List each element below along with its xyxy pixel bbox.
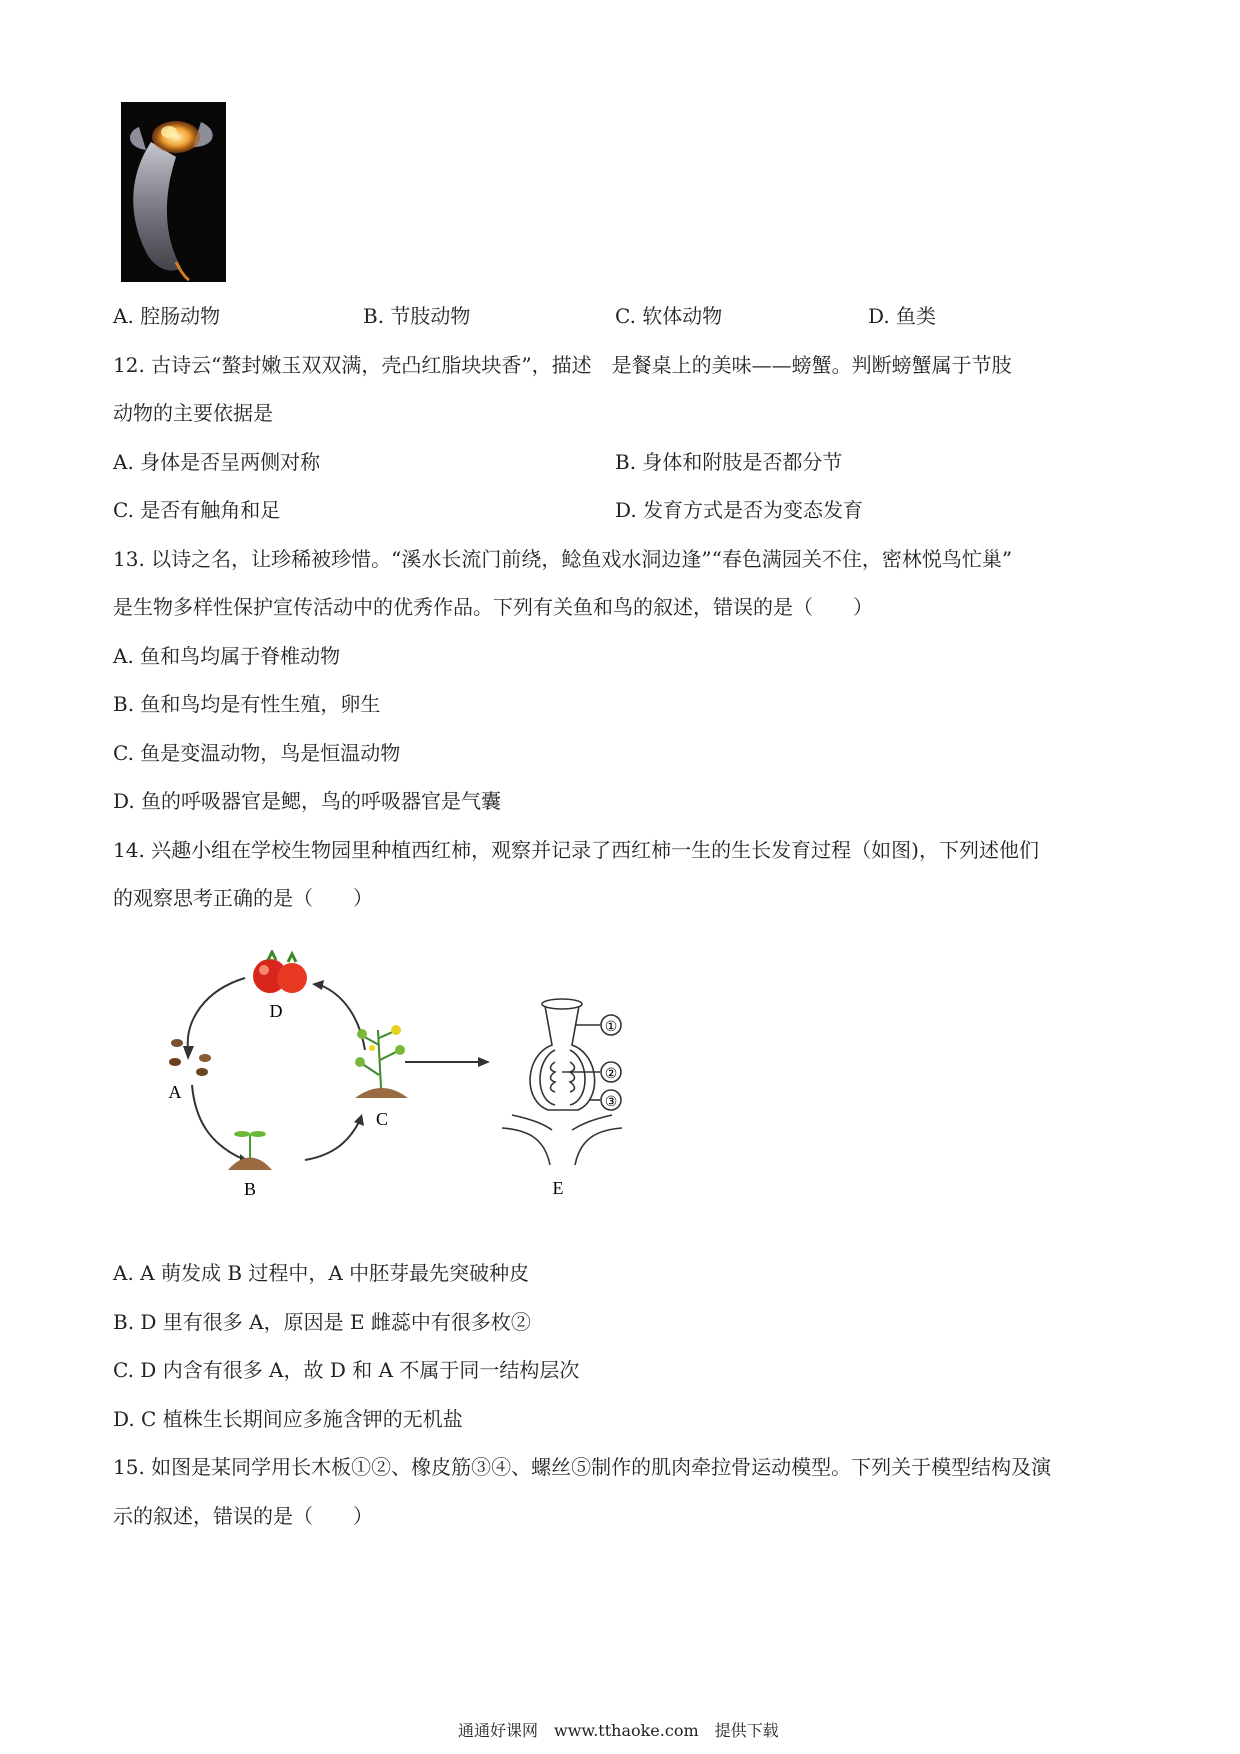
tomato-plant-icon (355, 1025, 408, 1098)
q12-option-a: A. 身体是否呈两侧对称 (113, 450, 321, 474)
tomato-fruit-icon (253, 952, 307, 993)
label-1: ① (604, 1020, 618, 1035)
arrow-a-to-b (192, 1085, 245, 1160)
label-2: ② (604, 1067, 618, 1082)
arrow-c-to-d (320, 985, 365, 1050)
label-b: B (243, 1179, 257, 1199)
seedling-icon (228, 1131, 272, 1170)
q12-option-b: B. 身体和附肢是否都分节 (615, 450, 843, 474)
q15-stem-line1: 15. 如图是某同学用长木板①②、橡皮筋③④、螺丝⑤制作的肌肉牵拉骨运动模型。下列关于模型结构及演 (113, 1455, 1052, 1479)
q14-stem-line1: 14. 兴趣小组在学校生物园里种植西红柿，观察并记录了西红柿一生的生长发育过程（如图)，下列述他们 (113, 838, 1039, 862)
q12-option-d: D. 发育方式是否为变态发育 (615, 498, 864, 522)
q13-option-b: B. 鱼和鸟均是有性生殖，卵生 (113, 692, 381, 716)
q12-option-c: C. 是否有触角和足 (113, 498, 281, 522)
label-c: C (375, 1109, 389, 1129)
label-e: E (552, 1178, 564, 1198)
seeds-icon (169, 1039, 211, 1076)
q11-option-a: A. 腔肠动物 (113, 304, 221, 328)
q14-option-c: C. D 内含有很多 A，故 D 和 A 不属于同一结构层次 (113, 1358, 580, 1382)
q13-stem-line2: 是生物多样性保护宣传活动中的优秀作品。下列有关鱼和鸟的叙述，错误的是（ ） (113, 595, 873, 619)
label-d: D (269, 1001, 283, 1021)
q13-stem-line1: 13. 以诗之名，让珍稀被珍惜。“溪水长流门前绕，鲶鱼戏水洞边逢”“春色满园关不住，密林悦鸟忙巢” (113, 547, 1013, 571)
q11-option-c: C. 软体动物 (615, 304, 723, 328)
arrow-b-to-c (305, 1120, 360, 1160)
q13-option-c: C. 鱼是变温动物，鸟是恒温动物 (113, 741, 401, 765)
q12-stem-line2: 动物的主要依据是 (113, 401, 273, 425)
q15-stem-line2: 示的叙述，错误的是（ ） (113, 1504, 373, 1528)
page-footer: 通通好课网 www.tthaoke.com 提供下载 (458, 1721, 779, 1740)
q14-option-b: B. D 里有很多 A，原因是 E 雌蕊中有很多枚② (113, 1310, 531, 1334)
q12-stem-line1: 12. 古诗云“螯封嫩玉双双满，壳凸红脂块块香”，描述 是餐桌上的美味——螃蟹。判断螃蟹属于节肢 (113, 353, 1012, 377)
sea-butterfly-photo (121, 102, 226, 282)
q14-option-d: D. C 植株生长期间应多施含钾的无机盐 (113, 1407, 463, 1431)
q14-option-a: A. A 萌发成 B 过程中，A 中胚芽最先突破种皮 (113, 1261, 530, 1285)
q13-option-a: A. 鱼和鸟均属于脊椎动物 (113, 644, 341, 668)
label-a: A (168, 1082, 182, 1102)
q11-option-b: B. 节肢动物 (363, 304, 471, 328)
arrow-d-to-a (188, 978, 245, 1050)
q11-option-d: D. 鱼类 (868, 304, 937, 328)
tomato-life-cycle-figure (150, 950, 650, 1210)
label-3: ③ (604, 1095, 618, 1110)
q14-stem-line2: 的观察思考正确的是（ ） (113, 886, 373, 910)
q13-option-d: D. 鱼的呼吸器官是鳃，鸟的呼吸器官是气囊 (113, 789, 502, 813)
